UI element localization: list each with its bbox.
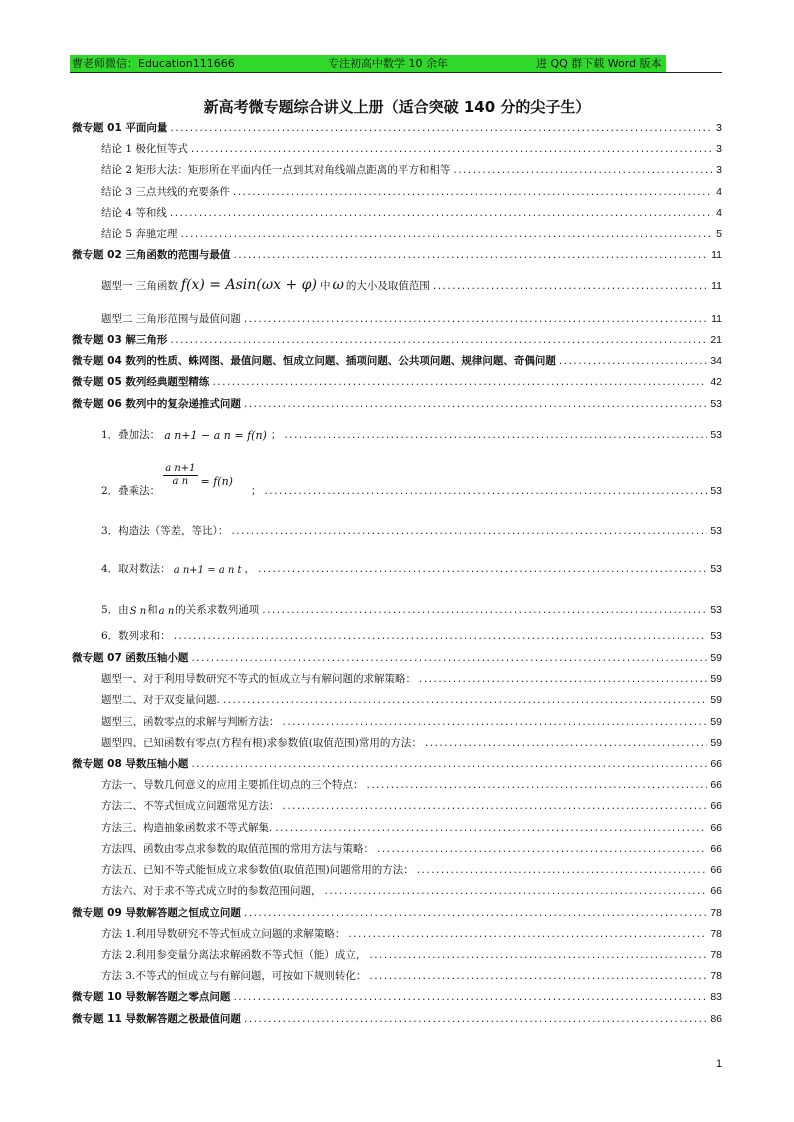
toc-page: 53 <box>710 398 722 410</box>
toc-page: 3 <box>716 122 722 134</box>
toc-entry[interactable] <box>101 629 722 643</box>
toc-entry[interactable] <box>72 906 722 920</box>
toc-page: 66 <box>710 800 722 812</box>
toc-page: 78 <box>710 949 722 961</box>
toc-entry[interactable] <box>101 715 722 729</box>
toc-page: 53 <box>710 604 722 616</box>
toc-page: 11 <box>711 280 722 292</box>
toc-page: 66 <box>710 779 722 791</box>
toc-leader <box>283 799 708 813</box>
toc-formula: a n+1 = a n t <box>173 565 242 576</box>
toc-label: 微专题 08 导数压轴小题 <box>72 758 189 770</box>
fraction-numerator: a n+1 <box>165 463 196 474</box>
toc-leader <box>419 672 707 686</box>
toc-leader <box>170 206 713 220</box>
toc-entry[interactable] <box>101 227 722 241</box>
toc-page: 59 <box>710 737 722 749</box>
toc-page: 83 <box>710 991 722 1003</box>
toc-label: 微专题 06 数列中的复杂递推式问题 <box>72 398 241 410</box>
toc-entry[interactable] <box>101 927 722 941</box>
toc-entry[interactable] <box>101 884 722 898</box>
toc-entry[interactable] <box>101 277 722 293</box>
toc-page: 78 <box>710 970 722 982</box>
toc-label: 微专题 07 函数压轴小题 <box>72 652 189 664</box>
toc-entry[interactable] <box>72 1012 722 1026</box>
toc-entry[interactable] <box>72 651 722 665</box>
toc-leader <box>453 163 713 177</box>
toc-formula-symbol: a n <box>158 606 175 617</box>
toc-label: 题型一 三角函数 <box>101 280 178 292</box>
toc-page: 3 <box>716 143 722 155</box>
toc-leader <box>258 562 707 576</box>
toc-label: 方法五、已知不等式能恒成立求参数值(取值范围)问题常用的方法： <box>101 864 414 876</box>
toc-label: 题型一、对于利用导数研究不等式的恒成立与有解问题的求解策略： <box>101 673 416 685</box>
toc-entry[interactable] <box>101 463 722 498</box>
toc-fraction <box>163 463 197 488</box>
toc-label: 方法四、函数由零点求参数的取值范围的常用方法与策略： <box>101 843 374 855</box>
toc-entry[interactable] <box>101 524 722 538</box>
toc-entry[interactable] <box>101 693 722 707</box>
toc-leader <box>233 990 707 1004</box>
toc-label: 题型二 三角形范围与最值问题 <box>101 313 241 325</box>
toc-entry[interactable] <box>101 185 722 199</box>
toc-leader <box>170 121 713 135</box>
toc-leader <box>433 279 708 293</box>
toc-page: 66 <box>710 885 722 897</box>
toc-label: 方法 2.利用参变量分离法求解函数不等式恒（能）成立， <box>101 949 367 961</box>
toc-page: 4 <box>716 207 722 219</box>
toc-page: 53 <box>710 630 722 642</box>
toc-page: 66 <box>710 843 722 855</box>
toc-leader <box>244 906 707 920</box>
toc-leader <box>191 651 707 665</box>
toc-entry[interactable] <box>72 248 722 262</box>
toc-leader <box>275 821 707 835</box>
toc-leader <box>367 778 708 792</box>
toc-entry[interactable] <box>101 863 722 877</box>
page-number: 1 <box>716 1058 723 1070</box>
toc-page: 59 <box>710 694 722 706</box>
toc-entry[interactable] <box>101 778 722 792</box>
toc-label: 结论 5 奔驰定理 <box>101 228 178 240</box>
toc-leader <box>170 333 707 347</box>
toc-leader <box>180 227 713 241</box>
toc-label: 微专题 11 导数解答题之极最值问题 <box>72 1013 241 1025</box>
toc-label: 1．叠加法： <box>101 429 161 441</box>
toc-entry[interactable] <box>72 121 722 135</box>
toc-leader <box>264 484 707 498</box>
toc-leader <box>417 863 708 877</box>
toc-label-tail: ， <box>244 563 256 575</box>
toc-label: 方法六、对于求不等式成立时的参数范围问题， <box>101 885 322 897</box>
toc-entry[interactable] <box>101 821 722 835</box>
toc-label: 方法 1.利用导数研究不等式恒成立问题的求解策略： <box>101 928 346 940</box>
toc-label: 微专题 05 数列经典题型精练 <box>72 376 210 388</box>
toc-entry[interactable] <box>101 842 722 856</box>
toc-page: 78 <box>710 928 722 940</box>
toc-page: 11 <box>711 313 722 325</box>
toc-formula: a n+1 − a n = f(n) <box>164 429 267 442</box>
toc-label: 题型四、已知函数有零点(方程有根)求参数值(取值范围)常用的方法： <box>101 737 422 749</box>
toc-label: 结论 1 极化恒等式 <box>101 143 188 155</box>
toc-entry[interactable] <box>101 562 722 576</box>
document-title: 新高考微专题综合讲义上册（适合突破 140 分的尖子生） <box>203 98 591 116</box>
toc-entry[interactable] <box>101 969 722 983</box>
toc-label: 3．构造法（等差，等比）： <box>101 525 229 537</box>
toc-leader <box>212 375 707 389</box>
page-header <box>70 55 666 72</box>
header-slogan: 专注初高中数学 10 余年 <box>328 57 448 70</box>
toc-label: 结论 4 等和线 <box>101 207 167 219</box>
toc-entry[interactable] <box>101 206 722 220</box>
toc-label: 5．由 <box>101 604 129 616</box>
toc-entry[interactable] <box>101 163 722 177</box>
toc-label: 微专题 01 平面向量 <box>72 122 168 134</box>
toc-leader <box>369 948 707 962</box>
toc-leader <box>174 629 708 643</box>
toc-page: 59 <box>710 652 722 664</box>
toc-entry[interactable] <box>101 672 722 686</box>
toc-page: 4 <box>716 186 722 198</box>
toc-label: 题型三、函数零点的求解与判断方法： <box>101 716 280 728</box>
toc-page: 3 <box>716 164 722 176</box>
toc-label: 微专题 10 导数解答题之零点问题 <box>72 991 231 1003</box>
toc-page: 78 <box>710 907 722 919</box>
toc-formula-symbol: ω <box>332 277 344 293</box>
toc-label: 微专题 02 三角函数的范围与最值 <box>72 249 231 261</box>
toc-leader <box>369 969 707 983</box>
toc-page: 11 <box>711 249 722 261</box>
header-divider <box>70 72 722 73</box>
toc-leader <box>244 397 707 411</box>
header-download-note: 进 QQ 群下载 Word 版本 <box>536 57 662 70</box>
toc-leader <box>191 757 707 771</box>
toc-label: 微专题 03 解三角形 <box>72 334 168 346</box>
toc-leader <box>348 927 707 941</box>
toc-entry[interactable] <box>72 375 722 389</box>
toc-entry[interactable] <box>72 354 722 368</box>
toc-entry[interactable] <box>101 948 722 962</box>
toc-page: 66 <box>710 864 722 876</box>
toc-formula: f(x) = Asin(ωx + φ) <box>180 277 317 293</box>
toc-entry[interactable] <box>72 757 722 771</box>
toc-page: 86 <box>710 1013 722 1025</box>
toc-label: 4．取对数法： <box>101 563 171 575</box>
toc-label-connector: 中 <box>319 280 331 292</box>
toc-leader <box>262 603 707 617</box>
toc-label: 方法二、不等式恒成立问题常见方法： <box>101 800 280 812</box>
toc-page: 66 <box>710 822 722 834</box>
toc-leader <box>244 312 708 326</box>
toc-entry[interactable] <box>101 312 722 326</box>
toc-leader <box>284 428 707 442</box>
toc-page: 5 <box>716 228 722 240</box>
toc-page: 34 <box>710 355 722 367</box>
toc-leader <box>191 142 713 156</box>
toc-entry[interactable] <box>101 736 722 750</box>
toc-page: 59 <box>710 673 722 685</box>
toc-leader <box>233 185 713 199</box>
toc-entry[interactable] <box>101 428 722 442</box>
toc-page: 53 <box>710 429 722 441</box>
toc-label-tail: ； <box>270 429 282 441</box>
toc-page: 42 <box>710 376 722 388</box>
toc-leader <box>283 715 708 729</box>
toc-formula: = f(n) <box>200 475 233 488</box>
toc-label: 6．数列求和： <box>101 630 171 642</box>
toc-leader <box>244 1012 707 1026</box>
toc-leader <box>325 884 708 898</box>
toc-entry[interactable] <box>72 397 722 411</box>
toc-label: 题型二、对于双变量问题. <box>101 694 220 706</box>
toc-leader <box>233 248 708 262</box>
toc-formula: S n <box>129 606 147 617</box>
toc-entry[interactable] <box>101 603 722 617</box>
toc-page: 21 <box>710 334 722 346</box>
toc-entry[interactable] <box>101 142 722 156</box>
toc-page: 59 <box>710 716 722 728</box>
toc-label-tail: 的关系求数列通项 <box>175 604 260 616</box>
toc-leader <box>231 524 707 538</box>
toc-page: 53 <box>710 485 722 497</box>
toc-label-connector: 和 <box>147 604 158 616</box>
toc-entry[interactable] <box>72 990 722 1004</box>
toc-entry[interactable] <box>72 333 722 347</box>
toc-label: 微专题 09 导数解答题之恒成立问题 <box>72 907 241 919</box>
toc-label: 微专题 04 数列的性质、蛛网图、最值问题、恒成立问题、插项问题、公共项问题、规律问题、奇偶问题 <box>72 355 556 367</box>
toc-label: 方法 3.不等式的恒成立与有解问题，可按如下规则转化： <box>101 970 367 982</box>
toc-page: 53 <box>710 525 722 537</box>
toc-leader <box>223 693 707 707</box>
toc-label: 结论 3 三点共线的充要条件 <box>101 186 230 198</box>
toc-label: 方法一、导数几何意义的应用主要抓住切点的三个特点： <box>101 779 364 791</box>
fraction-denominator: a n <box>172 476 189 487</box>
toc-label: 方法三、构造抽象函数求不等式解集. <box>101 822 273 834</box>
toc-entry[interactable] <box>101 799 722 813</box>
toc-page: 66 <box>710 758 722 770</box>
toc-label-tail: ； <box>250 485 262 497</box>
toc-leader <box>377 842 707 856</box>
toc-leader <box>425 736 707 750</box>
toc-label: 结论 2 矩形大法：矩形所在平面内任一点到其对角线端点距离的平方和相等 <box>101 164 451 176</box>
toc-leader <box>559 354 707 368</box>
header-contact: 曹老师微信：Education111666 <box>72 57 235 70</box>
toc-label: 2．叠乘法： <box>101 485 161 497</box>
toc-label-tail: 的大小及取值范围 <box>345 280 430 292</box>
toc-page: 53 <box>710 563 722 575</box>
